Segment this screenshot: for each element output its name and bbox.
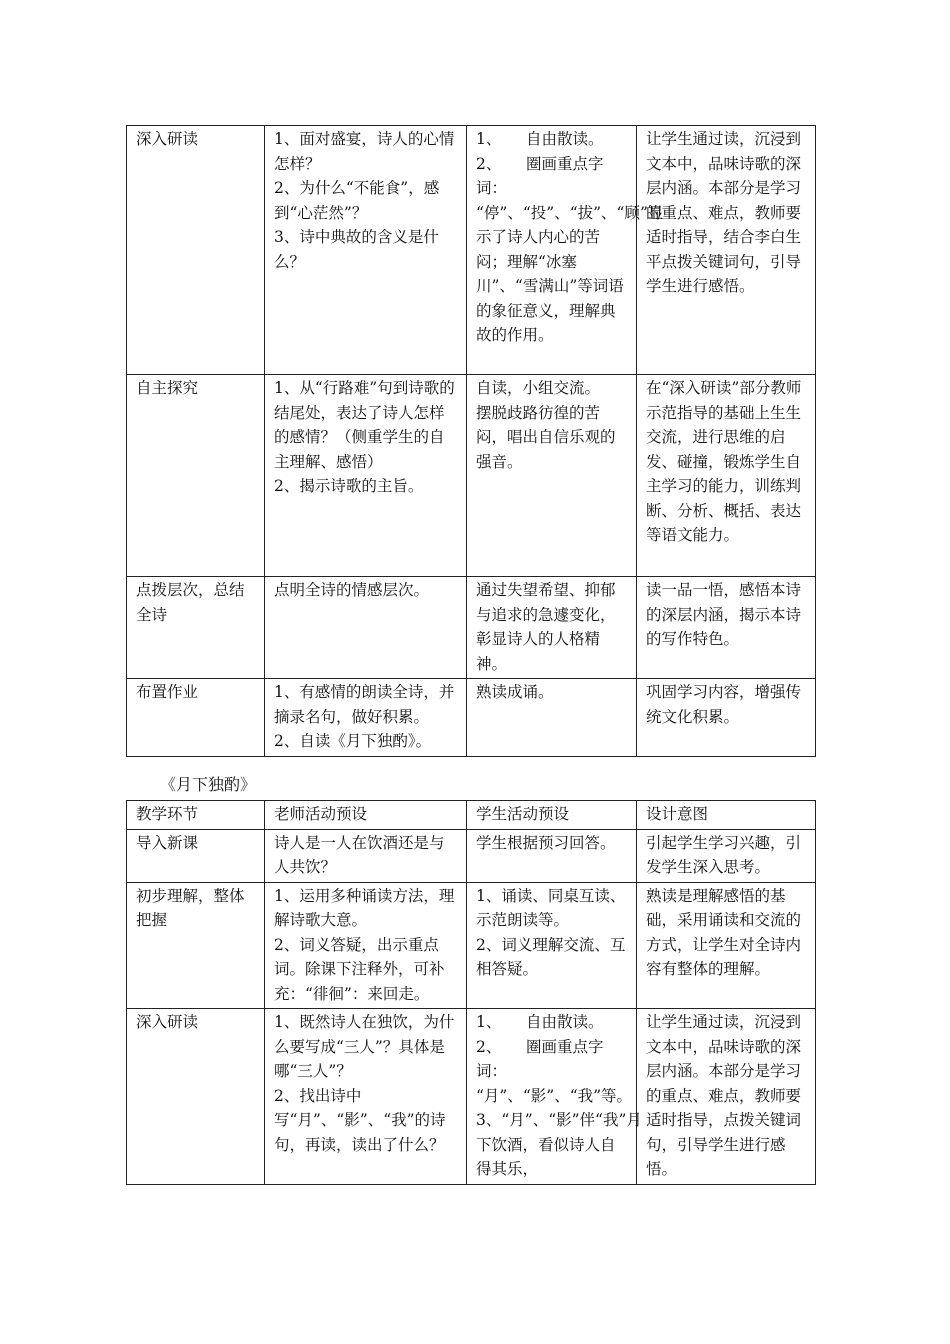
student-activity-item (476, 1035, 628, 1084)
teacher-activity-cell (265, 577, 467, 679)
header-student: 学生活动预设 (467, 801, 637, 830)
teacher-activity-line: 2、找出诗中写“月”、“影”、“我”的诗句，再读，读出了什么？ (274, 1086, 446, 1154)
student-activity-cell (467, 1009, 642, 1185)
table-row (127, 375, 816, 577)
poem-title: 《月下独酌》 (160, 775, 257, 794)
item-number: 2、 (476, 154, 502, 173)
item-text: 自由散读。 (526, 1013, 604, 1031)
design-intent-cell: 在“深入研读”部分教师示范指导的基础上生生交流，进行思维的启发、碰撞，锻炼学生自主学习的能力，训练判断、分析、概括、表达等语文能力。 (637, 375, 816, 577)
student-activity-line: 1、诵读、同桌互读、示范朗读等。 (476, 886, 626, 929)
lesson-table-1 (126, 125, 816, 757)
student-activity-item (476, 127, 628, 152)
teacher-activity-cell (265, 679, 467, 757)
student-activity-cell (467, 577, 637, 679)
teacher-activity-line: 2、自读《月下独酌》。 (274, 732, 432, 750)
student-activity-line: 2、词义理解交流、互相答疑。 (476, 935, 626, 978)
design-intent-cell: 让学生通过读，沉浸到文本中，品味诗歌的深层内涵。本部分是学习的重点、难点，教师要适时指导，结合李白生平点拨关键词句，引导学生进行感悟。 (637, 126, 816, 375)
student-activity-line: 摆脱歧路彷徨的苦闷，唱出自信乐观的强音。 (476, 403, 616, 471)
table-header-row (127, 801, 816, 830)
student-activity-item (476, 152, 628, 201)
table-row (127, 829, 816, 882)
stage-cell: 布置作业 (127, 679, 265, 757)
teacher-activity-cell (265, 882, 467, 1009)
student-activity-cell (467, 882, 637, 1009)
table-row (127, 577, 816, 679)
teacher-activity-cell (265, 1009, 467, 1185)
stage-cell: 深入研读 (127, 126, 265, 375)
stage-cell: 自主探究 (127, 375, 265, 577)
teacher-activity-line: 1、从“行路难”句到诗歌的结尾处，表达了诗人怎样的感情？（侧重学生的自主理解、感悟） (274, 379, 455, 471)
design-intent-cell: 读一品一悟，感悟本诗的深层内涵，揭示本诗的写作特色。 (637, 577, 816, 679)
item-text: 圈画重点字词： (476, 154, 604, 197)
item-number: 2、 (476, 1037, 502, 1056)
design-intent-cell: 让学生通过读，沉浸到文本中，品味诗歌的深层内涵。本部分是学习的重点、难点，教师要适时指导，点拨关键词句，引导学生进行感悟。 (637, 1009, 816, 1185)
teacher-activity-line: 1、运用多种诵读方法，理解诗歌大意。 (274, 886, 455, 929)
item-number: 1、 (476, 1013, 502, 1031)
lesson-table-2 (126, 800, 816, 1185)
student-activity-line: 3、“月”、“影”伴“我”月下饮酒，看似诗人自得其乐， (476, 1111, 642, 1178)
student-activity-line: 学生根据预习回答。 (476, 833, 616, 852)
teacher-activity-line: 1、面对盛宴，诗人的心情怎样？ (274, 130, 455, 173)
student-activity-cell (467, 126, 664, 375)
teacher-activity-cell (265, 829, 467, 882)
header-stage: 教学环节 (127, 801, 265, 830)
student-activity-cell (467, 679, 637, 757)
student-activity-line: 通过失望希望、抑郁与追求的急遽变化，彰显诗人的人格精神。 (476, 581, 616, 673)
teacher-activity-line: 诗人是一人在饮酒还是与人共饮？ (274, 833, 445, 876)
student-activity-line: 熟读成诵。 (476, 683, 554, 701)
teacher-activity-line: 2、为什么“不能食”，感到“心茫然”？ (274, 179, 440, 222)
teacher-activity-cell (265, 126, 467, 375)
stage-cell: 深入研读 (127, 1009, 265, 1185)
design-intent-cell: 熟读是理解感悟的基础，采用诵读和交流的方式，让学生对全诗内容有整体的理解。 (637, 882, 816, 1009)
stage-cell: 点拨层次，总结全诗 (127, 577, 265, 679)
table-row (127, 679, 816, 757)
header-teacher: 老师活动预设 (265, 801, 467, 830)
student-activity-cell (467, 829, 637, 882)
teacher-activity-line: 1、既然诗人在独饮，为什么要写成“三人”？具体是哪“三人”？ (274, 1013, 455, 1080)
student-activity-cell (467, 375, 637, 577)
table-row (127, 126, 816, 375)
item-text: 自由散读。 (526, 130, 604, 148)
design-intent-cell: 巩固学习内容，增强传统文化积累。 (637, 679, 816, 757)
stage-cell: 初步理解，整体把握 (127, 882, 265, 1009)
table-row (127, 1009, 816, 1185)
design-intent-cell: 引起学生学习兴趣，引发学生深入思考。 (637, 829, 816, 882)
student-activity-line: “停”、“投”、“拔”、“顾”显示了诗人内心的苦闷；理解“冰塞川”、“雪满山”等词语的象征意义，理解典故的作用。 (476, 203, 664, 344)
teacher-activity-line: 点明全诗的情感层次。 (274, 581, 430, 599)
teacher-activity-line: 2、词义答疑，出示重点词。除课下注释外，可补充：“徘徊”：来回走。 (274, 935, 445, 1003)
student-activity-line: “月”、“影”、“我”等。 (476, 1086, 633, 1105)
stage-cell: 导入新课 (127, 829, 265, 882)
teacher-activity-cell (265, 375, 467, 577)
item-text: 圈画重点字词： (476, 1037, 604, 1080)
teacher-activity-line: 2、揭示诗歌的主旨。 (274, 477, 424, 495)
teacher-activity-line: 1、有感情的朗读全诗，并摘录名句，做好积累。 (274, 683, 455, 726)
table-row (127, 882, 816, 1009)
student-activity-item (476, 1010, 628, 1035)
item-number: 1、 (476, 130, 502, 148)
teacher-activity-line: 3、诗中典故的含义是什么？ (274, 228, 439, 271)
header-design: 设计意图 (637, 801, 816, 830)
student-activity-line: 自读，小组交流。 (476, 379, 601, 397)
